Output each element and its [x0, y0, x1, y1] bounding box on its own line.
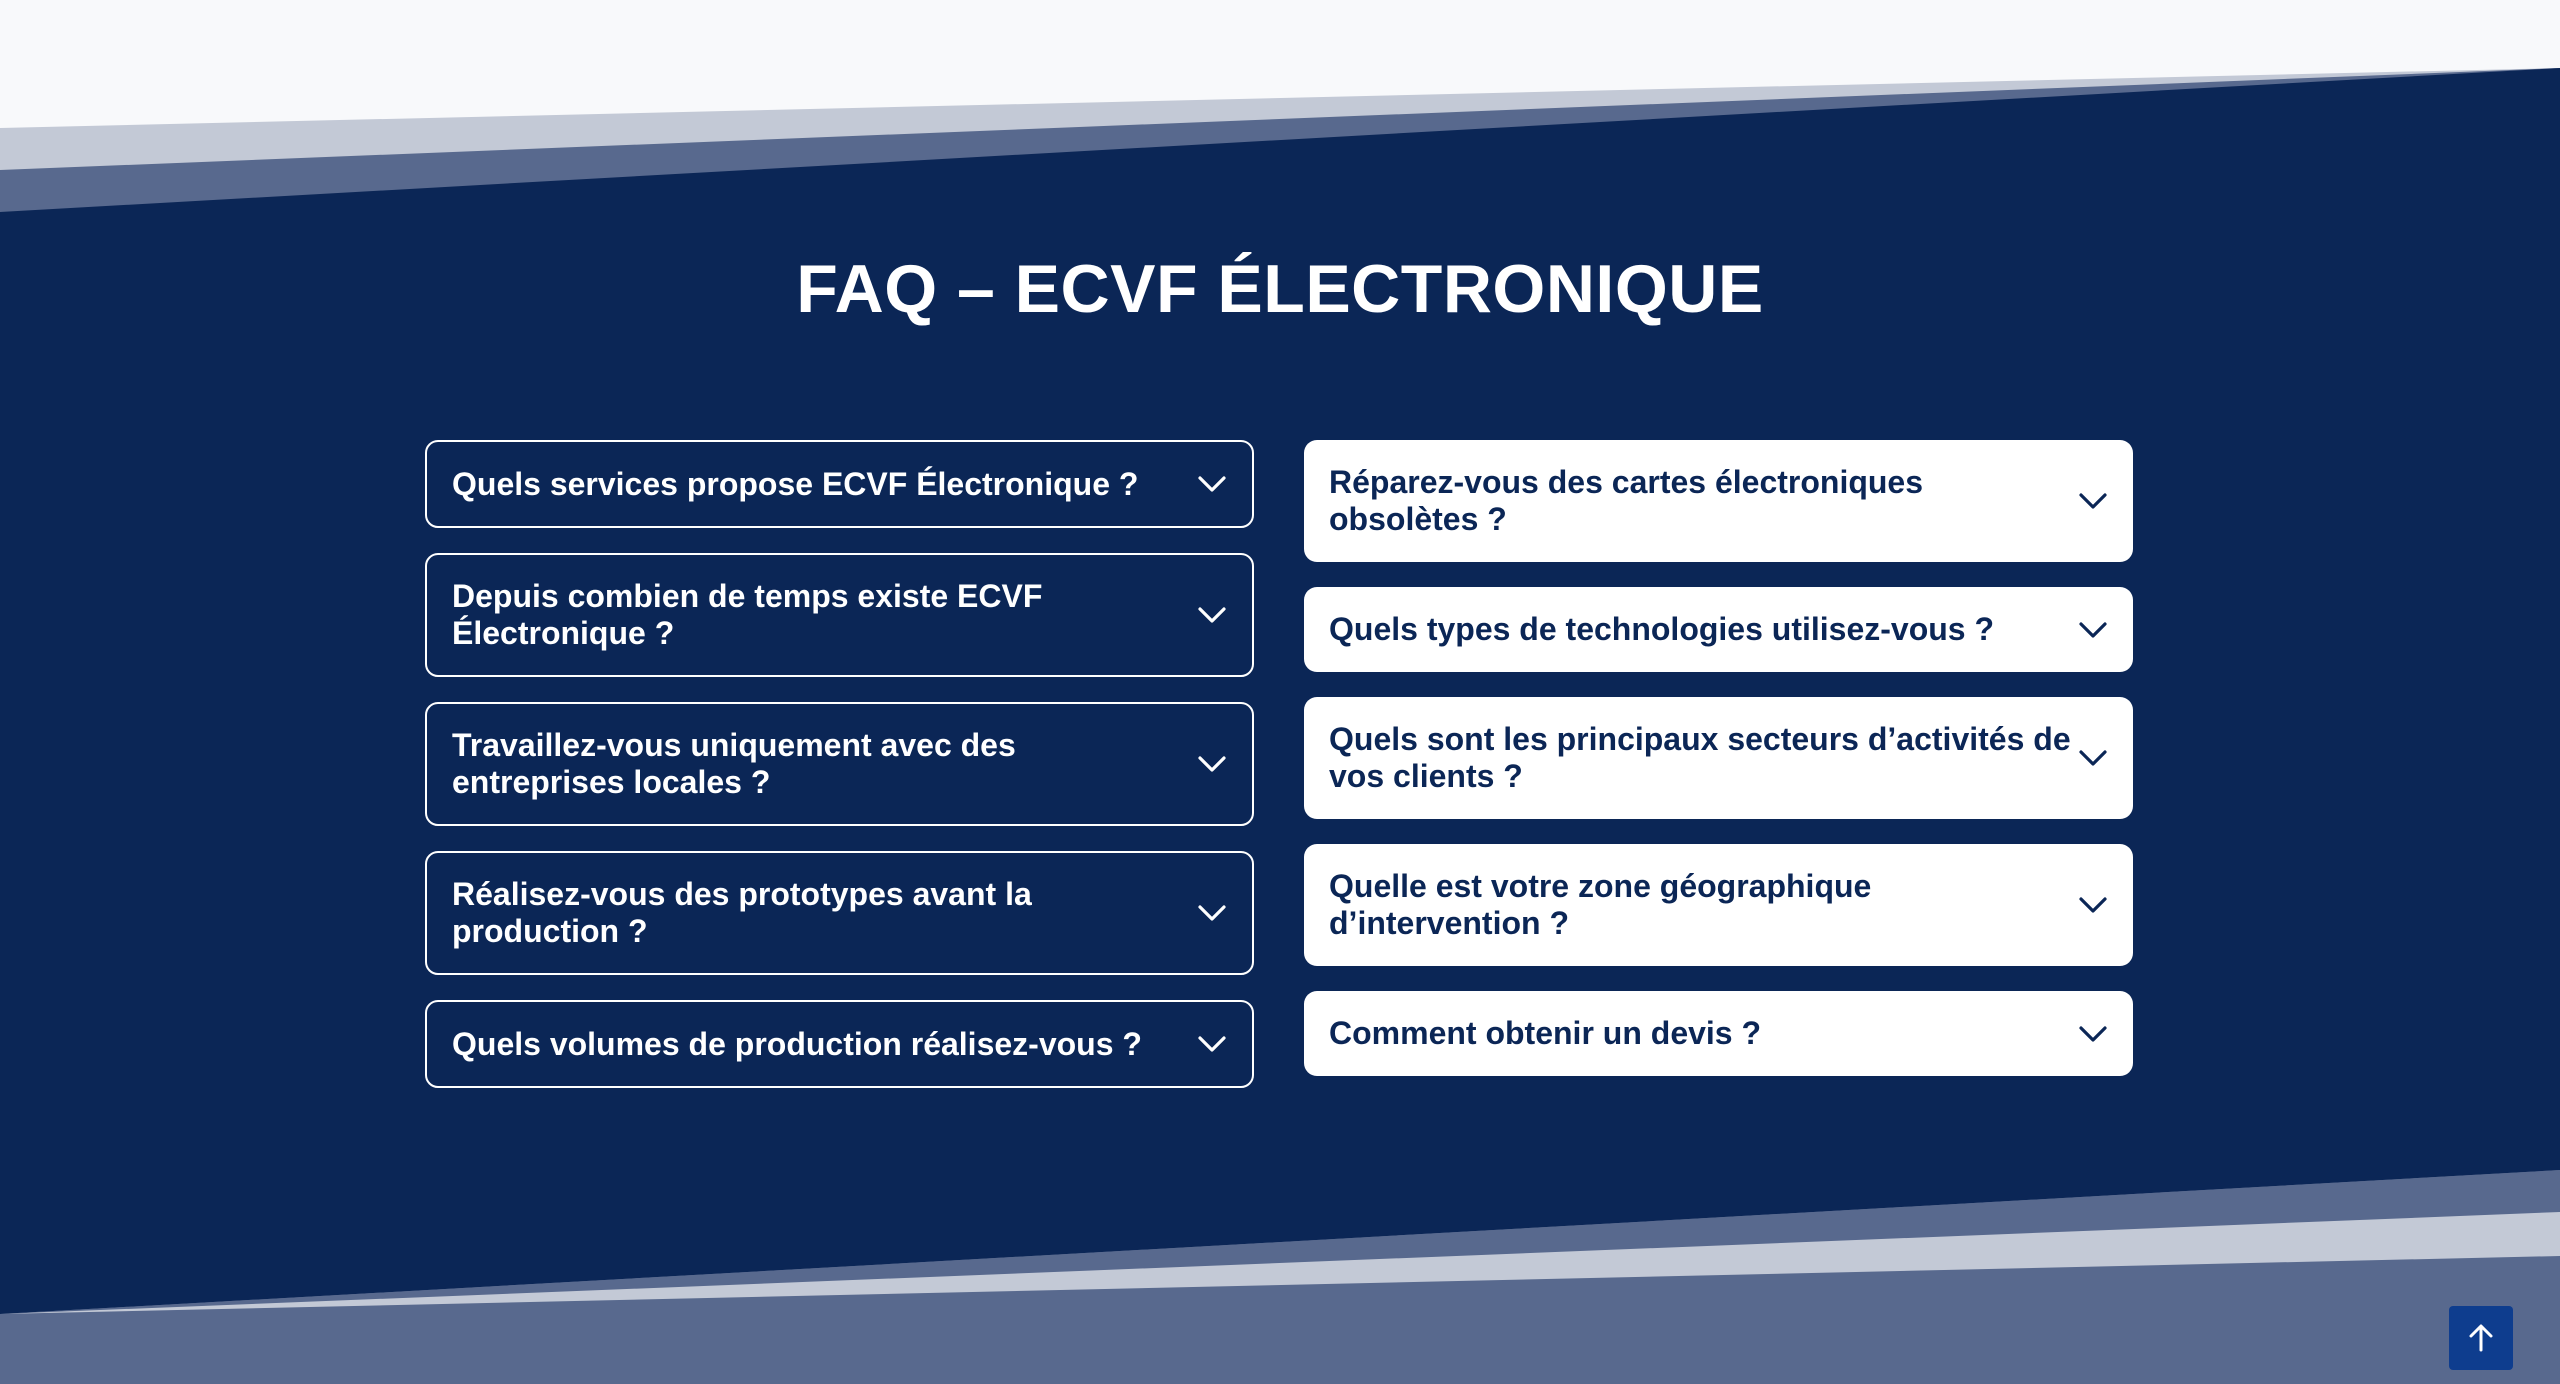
chevron-down-icon: [1197, 904, 1227, 922]
faq-item[interactable]: [1304, 991, 2133, 1076]
faq-item[interactable]: [425, 702, 1254, 826]
faq-right-column: [1304, 440, 2133, 1076]
faq-question: Quels sont les principaux secteurs d’activités de vos clients ?: [1329, 721, 2071, 794]
faq-item[interactable]: [425, 1000, 1254, 1088]
faq-question: Quels types de technologies utilisez-vous ?: [1329, 611, 1995, 647]
faq-item[interactable]: [425, 553, 1254, 677]
faq-item[interactable]: [425, 851, 1254, 975]
chevron-down-icon: [2078, 621, 2108, 639]
arrow-up-icon: [2467, 1323, 2495, 1353]
chevron-down-icon: [2078, 749, 2108, 767]
faq-question: Quels volumes de production réalisez-vous ?: [452, 1025, 1142, 1062]
chevron-down-icon: [1197, 755, 1227, 773]
chevron-down-icon: [1197, 475, 1227, 493]
faq-question: Depuis combien de temps existe ECVF Électronique ?: [452, 578, 1043, 651]
faq-title: FAQ – ECVF ÉLECTRONIQUE: [796, 251, 1764, 327]
faq-question: Réalisez-vous des prototypes avant la production ?: [452, 876, 1032, 949]
chevron-down-icon: [1197, 1035, 1227, 1053]
faq-question: Quelle est votre zone géographique d’intervention ?: [1329, 868, 1872, 941]
faq-question: Quels services propose ECVF Électronique ?: [452, 465, 1139, 502]
scroll-to-top-button[interactable]: [2449, 1306, 2513, 1370]
faq-question: Travaillez-vous uniquement avec des entreprises locales ?: [452, 727, 1016, 800]
chevron-down-icon: [1197, 606, 1227, 624]
faq-item[interactable]: [425, 440, 1254, 528]
faq-question: Réparez-vous des cartes électroniques obsolètes ?: [1329, 464, 1924, 537]
faq-item[interactable]: [1304, 440, 2133, 562]
chevron-down-icon: [2078, 896, 2108, 914]
faq-item[interactable]: [1304, 587, 2133, 672]
faq-item[interactable]: [1304, 844, 2133, 966]
faq-item[interactable]: [1304, 697, 2133, 819]
faq-question: Comment obtenir un devis ?: [1329, 1015, 1762, 1051]
chevron-down-icon: [2078, 492, 2108, 510]
chevron-down-icon: [2078, 1025, 2108, 1043]
faq-left-column: [425, 440, 1254, 1088]
